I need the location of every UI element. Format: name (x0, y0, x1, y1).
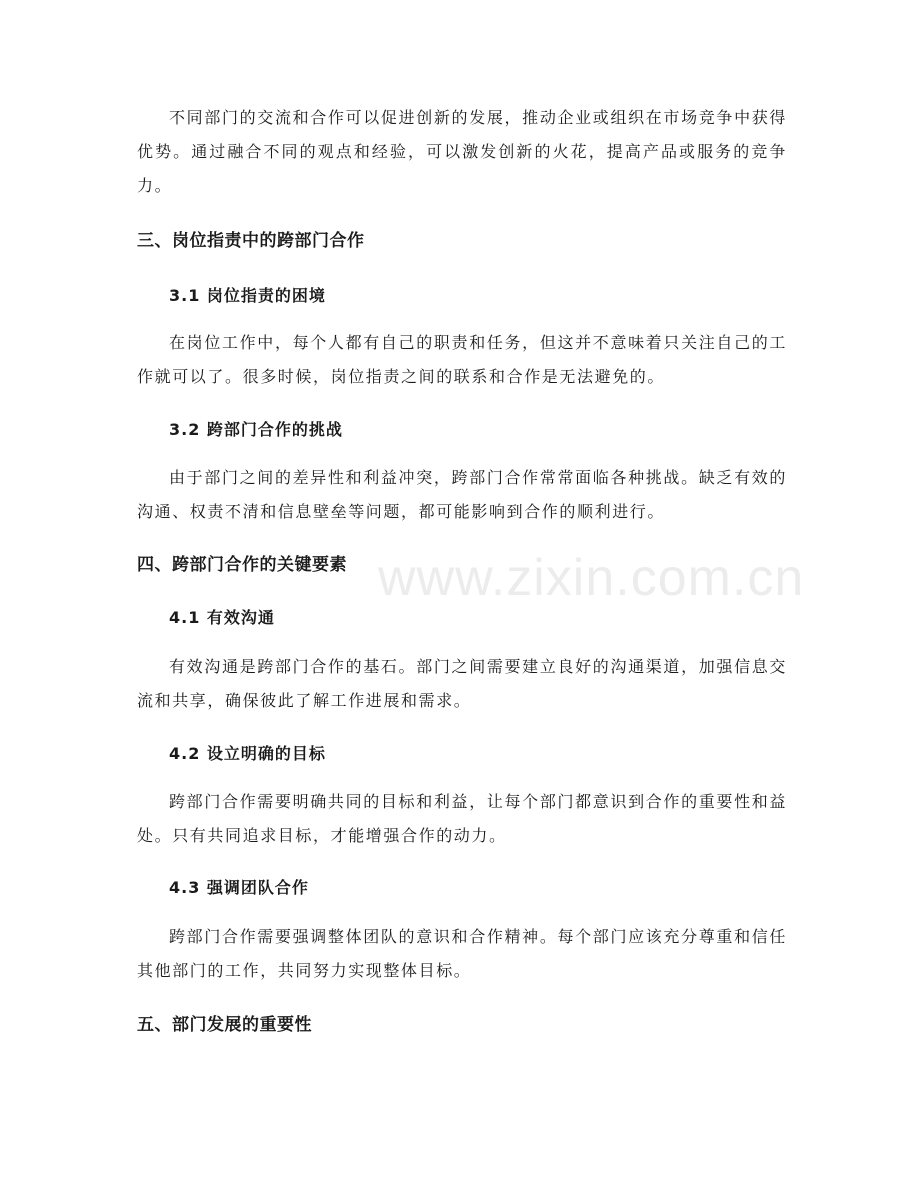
intro-paragraph: 不同部门的交流和合作可以促进创新的发展，推动企业或组织在市场竞争中获得优势。通过融合不同的观点和经验，可以激发创新的火花，提高产品或服务的竞争力。 (137, 108, 787, 195)
section-5-heading: 五、部门发展的重要性 (137, 1015, 312, 1035)
section-3-2-paragraph: 由于部门之间的差异性和利益冲突，跨部门合作常常面临各种挑战。缺乏有效的沟通、权责不清和信息壁垒等问题，都可能影响到合作的顺利进行。 (137, 468, 787, 521)
section-3-1-paragraph: 在岗位工作中，每个人都有自己的职责和任务，但这并不意味着只关注自己的工作就可以了。很多时候，岗位指责之间的联系和合作是无法避免的。 (137, 333, 787, 386)
section-4-2-paragraph: 跨部门合作需要明确共同的目标和利益，让每个部门都意识到合作的重要性和益处。只有共同追求目标，才能增强合作的动力。 (137, 792, 787, 845)
watermark: www.zixin.com.cn (378, 549, 805, 607)
section-4-1-heading: 4.1 有效沟通 (169, 608, 275, 627)
section-3-1-heading: 3.1 岗位指责的困境 (169, 286, 326, 305)
section-4-3-paragraph: 跨部门合作需要强调整体团队的意识和合作精神。每个部门应该充分尊重和信任其他部门的工作，共同努力实现整体目标。 (137, 927, 787, 980)
section-4-1-paragraph: 有效沟通是跨部门合作的基石。部门之间需要建立良好的沟通渠道，加强信息交流和共享，确保彼此了解工作进展和需求。 (137, 657, 787, 710)
section-4-2-heading: 4.2 设立明确的目标 (169, 744, 326, 763)
section-4-heading: 四、跨部门合作的关键要素 (137, 555, 347, 575)
section-3-2-heading: 3.2 跨部门合作的挑战 (169, 420, 343, 439)
section-3-heading: 三、岗位指责中的跨部门合作 (137, 231, 365, 251)
section-4-3-heading: 4.3 强调团队合作 (169, 878, 309, 897)
